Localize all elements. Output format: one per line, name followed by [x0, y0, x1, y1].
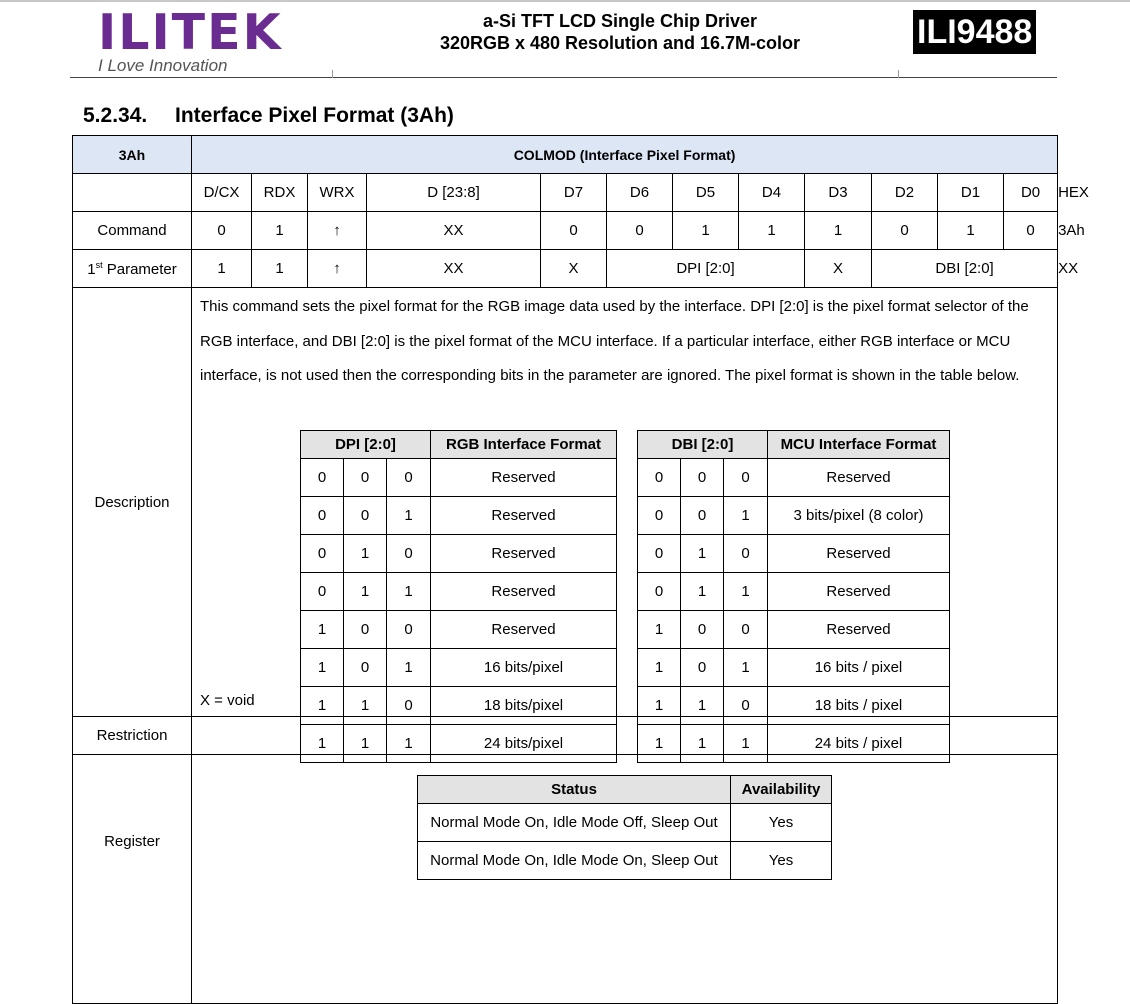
command-bit-cell: 1 [805, 212, 872, 250]
dpi-table-row [301, 458, 617, 496]
bit-cell: 0 [387, 686, 431, 724]
format-cell: Reserved [431, 458, 617, 496]
logo-text: ILITEK [98, 4, 283, 61]
format-cell: Reserved [431, 496, 617, 534]
bit-cell: 1 [724, 648, 768, 686]
status-header: Status [418, 776, 731, 804]
empty-header-cell [73, 174, 192, 212]
command-code: 3Ah [73, 136, 192, 174]
bit-cell: 1 [344, 686, 387, 724]
bit-cell: 0 [301, 458, 344, 496]
format-cell: 16 bits/pixel [431, 648, 617, 686]
register-row [73, 755, 1058, 1004]
command-bit-cell: 1 [252, 212, 308, 250]
bit-cell: 0 [681, 458, 724, 496]
bit-cell: 0 [681, 648, 724, 686]
rgb-format-header: RGB Interface Format [431, 430, 617, 458]
availability-header: Availability [731, 776, 832, 804]
bit-cell: 0 [638, 458, 681, 496]
column-header: RDX [252, 174, 308, 212]
bit-cell: 1 [724, 496, 768, 534]
parameter-bit-cell: ↑ [308, 250, 367, 288]
bit-cell: 0 [387, 534, 431, 572]
column-header: D1 [938, 174, 1004, 212]
bit-cell: 0 [638, 572, 681, 610]
bit-cell: 1 [387, 648, 431, 686]
command-bit-cell: 1 [673, 212, 739, 250]
status-table-header [418, 776, 832, 804]
bit-cell: 0 [387, 610, 431, 648]
command-row: Command 0 1 ↑ XX 0 0 1 1 1 0 1 0 3Ah [73, 212, 1058, 250]
parameter-label-rest: Parameter [102, 260, 177, 278]
bit-cell: 1 [387, 724, 431, 762]
mcu-format-header: MCU Interface Format [768, 430, 950, 458]
status-cell: Normal Mode On, Idle Mode On, Sleep Out [418, 842, 731, 880]
bit-cell: 1 [344, 534, 387, 572]
parameter-label-num: 1 [87, 260, 96, 278]
format-cell: Reserved [431, 572, 617, 610]
bit-cell: 0 [724, 534, 768, 572]
section-number: 5.2.34. [83, 104, 148, 127]
column-header: D0 [1004, 174, 1058, 212]
dbi-format-table [637, 430, 950, 763]
section-heading [83, 104, 454, 128]
status-table-row [418, 842, 832, 880]
bit-cell: 0 [301, 534, 344, 572]
parameter-bit-cell: X [805, 250, 872, 288]
column-header: D2 [872, 174, 938, 212]
command-bit-cell: 0 [607, 212, 673, 250]
dpi-table-row [301, 724, 617, 762]
bit-cell: 1 [301, 686, 344, 724]
command-bit-cell: ↑ [308, 212, 367, 250]
dbi-table-row [638, 648, 950, 686]
void-note: X = void [200, 691, 255, 709]
command-table [72, 135, 1089, 1004]
format-cell: 18 bits / pixel [768, 686, 950, 724]
document-title-line1: a-Si TFT LCD Single Chip Driver [482, 11, 758, 31]
bit-cell: 1 [638, 648, 681, 686]
format-cell: Reserved [431, 534, 617, 572]
dpi-table-row [301, 534, 617, 572]
chip-id-badge: ILI9488 [913, 10, 1036, 54]
table-title-row [73, 136, 1058, 174]
bit-cell: 0 [301, 572, 344, 610]
command-bit-cell: 1 [739, 212, 805, 250]
bit-cell: 1 [681, 572, 724, 610]
dpi-format-table [300, 430, 617, 763]
bit-cell: 1 [681, 534, 724, 572]
bit-cell: 1 [638, 686, 681, 724]
bit-cell: 1 [387, 572, 431, 610]
dbi-header: DBI [2:0] [638, 430, 768, 458]
bit-cell: 1 [681, 686, 724, 724]
dpi-table-row [301, 496, 617, 534]
description-label: Description [73, 288, 192, 717]
section-title: Interface Pixel Format (3Ah) [175, 104, 454, 127]
description-text: This command sets the pixel format for the RGB image data used by the interface. DPI [2:0] is the pixel format selector of the RGB interface, and DBI [2:0] is the pixel format of the MCU interface. If a particular interface, either RGB interface or MCU interface, is not used then the corresponding bits in the parameter are ignored. The pixel format is shown in the table below. [200, 298, 1029, 384]
document-title-line2: 320RGB x 480 Resolution and 16.7M-color [439, 33, 801, 53]
column-header: WRX [308, 174, 367, 212]
column-header-row: D/CX RDX WRX D [23:8] D7 D6 D5 D4 D3 D2 D1 D0 HEX [73, 174, 1058, 212]
bit-cell: 0 [638, 534, 681, 572]
column-header: D3 [805, 174, 872, 212]
column-header: D6 [607, 174, 673, 212]
parameter-label [73, 250, 192, 288]
document-title [340, 10, 900, 54]
status-cell: Normal Mode On, Idle Mode Off, Sleep Out [418, 804, 731, 842]
bit-cell: 0 [344, 610, 387, 648]
parameter-bit-cell: 1 [192, 250, 252, 288]
dbi-table-row [638, 610, 950, 648]
bit-cell: 1 [344, 724, 387, 762]
command-bit-cell: XX [367, 212, 541, 250]
format-cell: 16 bits / pixel [768, 648, 950, 686]
dbi-table-row [638, 496, 950, 534]
format-cell: Reserved [768, 572, 950, 610]
header-rule [70, 77, 1057, 78]
parameter-label-sup: st [95, 259, 103, 270]
dbi-table-header [638, 430, 950, 458]
parameter-bit-cell: X [541, 250, 607, 288]
availability-cell: Yes [731, 804, 832, 842]
bit-cell: 1 [301, 610, 344, 648]
dbi-table-row [638, 458, 950, 496]
bit-cell: 0 [681, 610, 724, 648]
description-cell [192, 288, 1058, 752]
bit-cell: 0 [301, 496, 344, 534]
format-cell: Reserved [768, 534, 950, 572]
bit-cell: 1 [638, 724, 681, 762]
bit-cell: 0 [344, 496, 387, 534]
bit-cell: 1 [638, 610, 681, 648]
bit-cell: 0 [724, 686, 768, 724]
command-bit-cell: 0 [872, 212, 938, 250]
command-bit-cell: 0 [1004, 212, 1058, 250]
dbi-table-row [638, 724, 950, 762]
bit-cell: 1 [724, 572, 768, 610]
bit-cell: 1 [724, 724, 768, 762]
command-bit-cell: 1 [938, 212, 1004, 250]
top-border [0, 0, 1130, 2]
restriction-label: Restriction [73, 717, 192, 755]
ilitek-logo [98, 4, 283, 76]
register-label: Register [73, 755, 192, 1004]
bit-cell: 0 [724, 458, 768, 496]
bit-cell: 0 [387, 458, 431, 496]
parameter-bit-cell: DPI [2:0] [607, 250, 805, 288]
dbi-table-row [638, 534, 950, 572]
column-header: D [23:8] [367, 174, 541, 212]
register-cell [192, 755, 1058, 1004]
column-header: D4 [739, 174, 805, 212]
format-cell: Reserved [431, 610, 617, 648]
dpi-table-row [301, 686, 617, 724]
dpi-table-row [301, 648, 617, 686]
bit-cell: 0 [724, 610, 768, 648]
format-cell: 24 bits / pixel [768, 724, 950, 762]
command-name: COLMOD (Interface Pixel Format) [192, 136, 1058, 174]
column-header: D5 [673, 174, 739, 212]
status-table-row [418, 804, 832, 842]
status-table [417, 775, 832, 880]
dpi-table-header [301, 430, 617, 458]
bit-cell: 1 [301, 724, 344, 762]
bit-cell: 0 [681, 496, 724, 534]
bit-cell: 1 [344, 572, 387, 610]
command-bit-cell: 0 [192, 212, 252, 250]
command-bit-cell: 0 [541, 212, 607, 250]
dpi-header: DPI [2:0] [301, 430, 431, 458]
format-cell: 3 bits/pixel (8 color) [768, 496, 950, 534]
header-divider-tick [332, 70, 333, 78]
command-label: Command [73, 212, 192, 250]
parameter-bit-cell: 1 [252, 250, 308, 288]
description-row [73, 288, 1058, 717]
availability-cell: Yes [731, 842, 832, 880]
format-cell: 18 bits/pixel [431, 686, 617, 724]
bit-cell: 1 [681, 724, 724, 762]
header-divider-tick [898, 70, 899, 78]
parameter-bit-cell: XX [367, 250, 541, 288]
parameter-bit-cell: DBI [2:0] [872, 250, 1058, 288]
dpi-table-row [301, 572, 617, 610]
bit-cell: 0 [638, 496, 681, 534]
bit-cell: 0 [344, 648, 387, 686]
column-header: D7 [541, 174, 607, 212]
logo-tagline: I Love Innovation [98, 56, 228, 75]
dpi-table-row [301, 610, 617, 648]
dbi-table-row [638, 686, 950, 724]
dbi-table-row [638, 572, 950, 610]
format-cell: Reserved [768, 458, 950, 496]
parameter-row: 1st Parameter 1 1 ↑ XX X DPI [2:0] X DBI [2:0] XX [73, 250, 1058, 288]
format-cell: Reserved [768, 610, 950, 648]
column-header: D/CX [192, 174, 252, 212]
format-cell: 24 bits/pixel [431, 724, 617, 762]
bit-cell: 1 [387, 496, 431, 534]
bit-cell: 1 [301, 648, 344, 686]
bit-cell: 0 [344, 458, 387, 496]
